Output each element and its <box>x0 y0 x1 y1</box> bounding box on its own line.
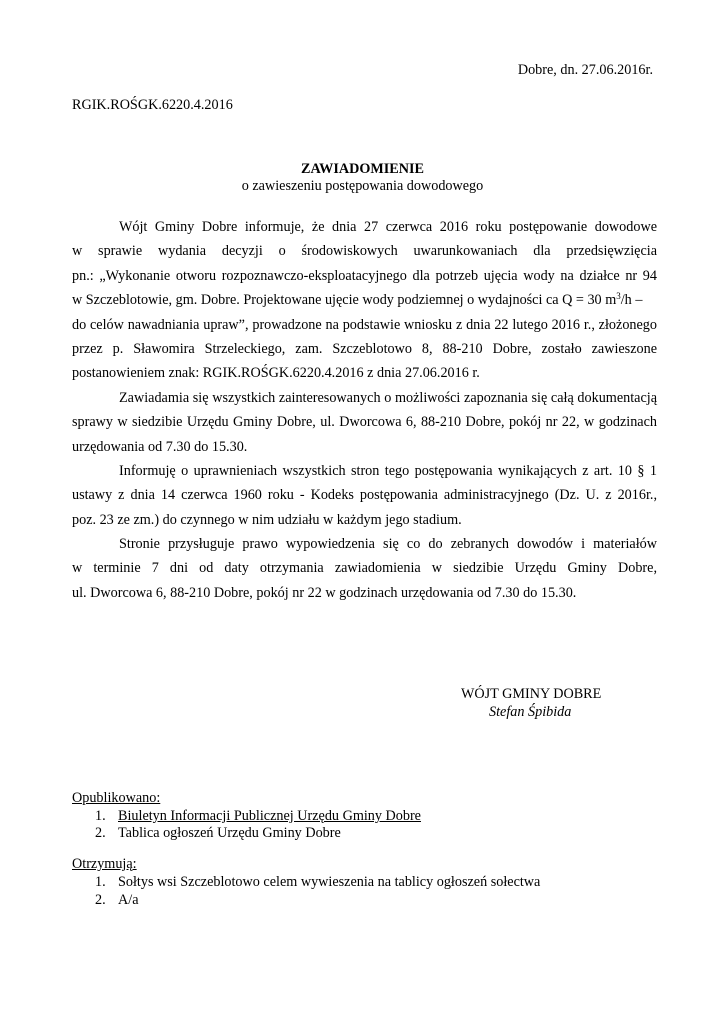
paragraph-line: pn.: „Wykonanie otworu rozpoznawczo-eksploatacyjnego dla potrzeb ujęcia wody na działce nr 94 <box>72 267 657 284</box>
paragraph-line: ul. Dworcowa 6, 88-210 Dobre, pokój nr 22 w godzinach urzędowania od 7.30 do 15.30. <box>72 584 577 601</box>
list-number: 2. <box>95 825 106 841</box>
list-text: Sołtys wsi Szczeblotowo celem wywieszenia na tablicy ogłoszeń sołectwa <box>118 874 541 890</box>
paragraph-line: do celów nawadniania upraw”, prowadzone na podstawie wniosku z dnia 22 lutego 2016 r., złożonego <box>72 316 657 333</box>
line-text: /h – <box>620 292 643 309</box>
list-number: 1. <box>95 874 106 890</box>
document-date: Dobre, dn. 27.06.2016r. <box>517 62 653 78</box>
paragraph-line <box>72 288 657 312</box>
reference-number: RGIK.ROŚGK.6220.4.2016 <box>72 97 233 113</box>
document-body <box>72 215 657 605</box>
list-text: Tablica ogłoszeń Urzędu Gminy Dobre <box>118 825 341 841</box>
signature-title: WÓJT GMINY DOBRE <box>461 686 602 702</box>
paragraph-line: urzędowania od 7.30 do 15.30. <box>72 438 248 455</box>
signature-name: Stefan Śpibida <box>489 704 572 720</box>
paragraph-line: Informuję o uprawnieniach wszystkich stron tego postępowania wynikających z art. 10 § 1 <box>119 462 657 479</box>
document-subtitle: o zawieszeniu postępowania dowodowego <box>241 178 484 194</box>
paragraph-line: Wójt Gminy Dobre informuje, że dnia 27 czerwca 2016 roku postępowanie dowodowe <box>119 219 657 235</box>
paragraph-line: Zawiadamia się wszystkich zainteresowanych o możliwości zapoznania się całą dokumentacją <box>119 389 657 406</box>
document-title: ZAWIADOMIENIE <box>301 161 424 177</box>
list-text: A/a <box>118 892 139 908</box>
list-number: 1. <box>95 808 106 824</box>
list-text: Biuletyn Informacji Publicznej Urzędu Gminy Dobre <box>118 808 421 824</box>
list-number: 2. <box>95 892 106 908</box>
paragraph-4 <box>72 532 657 605</box>
paragraph-line: poz. 23 ze zm.) do czynnego w nim udziału w każdym jego stadium. <box>72 511 462 528</box>
superscript: 3 <box>616 291 621 302</box>
received-heading: Otrzymują: <box>72 856 137 872</box>
paragraph-line: Stronie przysługuje prawo wypowiedzenia się co do zebranych dowodów i materiałów <box>119 536 657 553</box>
paragraph-line: w sprawie wydania decyzji o środowiskowych uwarunkowaniach dla przedsięwzięcia <box>72 243 657 260</box>
paragraph-line: w terminie 7 dni od daty otrzymania zawiadomienia w siedzibie Urzędu Gminy Dobre, <box>72 560 657 577</box>
paragraph-2 <box>72 386 657 459</box>
paragraph-line: ustawy z dnia 14 czerwca 1960 roku - Kodeks postępowania administracyjnego (Dz. U. z 2016r., <box>72 487 657 504</box>
line-text: w Szczeblotowie, gm. Dobre. Projektowane ujęcie wody podziemnej o wydajności ca Q = 30 m <box>72 292 617 309</box>
paragraph-line: przez p. Sławomira Strzeleckiego, zam. Szczeblotowo 8, 88-210 Dobre, zostało zawieszone <box>72 340 657 357</box>
paragraph-line: sprawy w siedzibie Urzędu Gminy Dobre, ul. Dworcowa 6, 88-210 Dobre, pokój nr 22, w godzinach <box>72 414 657 431</box>
paragraph-line: postanowieniem znak: RGIK.ROŚGK.6220.4.2016 z dnia 27.06.2016 r. <box>72 365 480 382</box>
paragraph-3 <box>72 459 657 532</box>
paragraph-1 <box>72 215 657 386</box>
published-heading: Opublikowano: <box>72 790 161 806</box>
